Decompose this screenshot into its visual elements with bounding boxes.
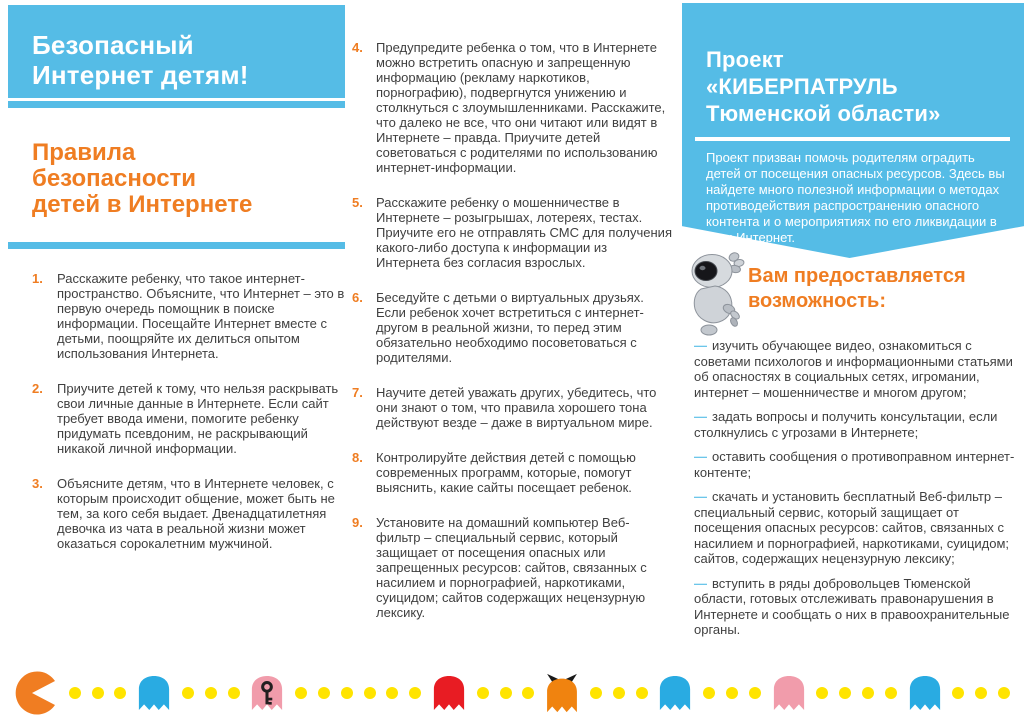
rule-text: Предупредите ребенка о том, что в Интернете можно встретить опасную и запрещенную информацию (рекламу наркотиков, порнографию), подвергнутся унижению и столкнуться с злоумышленниками. Расскажите, что далеко не все, что они читают или видят в Интернете – правда. Приучите детей советоваться с родителями по использованию интернет-информации. — [376, 40, 666, 175]
pellet-dot — [318, 687, 330, 699]
pellet-dot — [975, 687, 987, 699]
project-title — [706, 46, 1016, 127]
pellet-dot — [636, 687, 648, 699]
possibility-item — [694, 449, 1016, 480]
project-description: Проект призван помочь родителям оградить детей от посещения опасных ресурсов. Здесь вы найдете много полезной информации о методах противодействия распространению опасного контента и о мероприятиях по его ликвидации в сети Интернет. — [706, 150, 1005, 245]
rule-text: Научите детей уважать других, убедитесь, что они знают о том, что правила хорошего тона действуют везде – даже в виртуальном мире. — [376, 385, 657, 430]
pellet-dot — [885, 687, 897, 699]
bullet-dash: — — [694, 338, 707, 353]
pellet-dot — [205, 687, 217, 699]
ghost-icon — [908, 674, 942, 712]
pellet-dot — [364, 687, 376, 699]
rules-heading-line1: Правила — [32, 139, 136, 166]
right-column — [682, 0, 1024, 724]
rules-heading-line2: безопасности — [32, 165, 197, 192]
pellet-dot — [92, 687, 104, 699]
pellet-dot — [749, 687, 761, 699]
pellet-dot — [522, 687, 534, 699]
pellet-dot — [114, 687, 126, 699]
pellet-dot — [228, 687, 240, 699]
rule-number: 4. — [352, 40, 363, 55]
possibility-text: оставить сообщения о противоправном интернет-контенте; — [694, 449, 1015, 480]
possibility-text: задать вопросы и получить консультации, если столкнулись с угрозами в Интернете; — [694, 409, 998, 440]
ghost-devil-icon — [545, 673, 579, 714]
rule-text: Расскажите ребенку, что такое интернет-пространство. Объясните, что Интернет – это в первую очередь помощник в поиске информации. Посещайте Интернет вместе с детьми, поощряйте их делиться опытом использования Интернета. — [57, 271, 345, 361]
rule-item — [352, 290, 672, 365]
rule-item — [352, 385, 672, 430]
rule-item — [32, 381, 345, 456]
possibility-item — [694, 338, 1016, 400]
possibility-heading-line2: возможность: — [748, 290, 886, 312]
ghost-key-icon — [250, 674, 284, 712]
project-title-line2: «КИБЕРПАТРУЛЬ — [706, 74, 898, 99]
pellet-dot — [816, 687, 828, 699]
possibility-item — [694, 576, 1016, 638]
bullet-dash: — — [694, 489, 707, 504]
project-title-line3: Тюменской области» — [706, 101, 941, 126]
rule-text: Приучите детей к тому, что нельзя раскрывать свои личные данные в Интернете. Если сайт требует ввода имени, помогите ребенку придумать псевдоним, не раскрывающий никакой личной информации. — [57, 381, 339, 456]
possibility-item — [694, 409, 1016, 440]
rule-number: 8. — [352, 450, 363, 465]
footer-border — [14, 670, 1010, 716]
project-title-line1: Проект — [706, 47, 784, 72]
rule-item — [352, 40, 672, 175]
pellet-dot — [590, 687, 602, 699]
rule-number: 2. — [32, 381, 43, 396]
rule-item — [352, 450, 672, 495]
rule-text: Беседуйте с детьми о виртуальных друзьях. Если ребенок хочет встретиться с интернет-другом в реальной жизни, то перед этим обязательно необходимо посоветоваться с родителями. — [376, 290, 644, 365]
rules-heading-line3: детей в Интернете — [32, 191, 253, 218]
pellet-dot — [862, 687, 874, 699]
ghost-icon — [658, 674, 692, 712]
rule-item — [352, 515, 672, 620]
pellet-dot — [839, 687, 851, 699]
robot-icon — [685, 247, 747, 339]
pellet-dot — [477, 687, 489, 699]
rule-number: 5. — [352, 195, 363, 210]
possibility-item — [694, 489, 1016, 567]
possibility-list — [694, 338, 1016, 647]
possibility-text: изучить обучающее видео, ознакомиться с советами психологов и информационными статьями об опасностях в социальных сетях, игромании, интернет – мошенничестве и многом другом; — [694, 338, 1013, 400]
rule-item — [32, 271, 345, 361]
pellet-dot — [703, 687, 715, 699]
rule-item — [32, 476, 345, 551]
rule-number: 3. — [32, 476, 43, 491]
pellet-dot — [409, 687, 421, 699]
rule-text: Контролируйте действия детей с помощью современных программ, которые, помогут выяснить, какие сайты посещает ребенок. — [376, 450, 636, 495]
rule-number: 9. — [352, 515, 363, 530]
band-title-line2: Интернет детям! — [32, 60, 249, 90]
blue-divider-strip — [8, 101, 345, 108]
pellet-dot — [182, 687, 194, 699]
bullet-dash: — — [694, 449, 707, 464]
possibility-heading — [748, 264, 1020, 314]
rule-item — [352, 195, 672, 270]
rule-number: 6. — [352, 290, 363, 305]
pellet-dot — [500, 687, 512, 699]
pellet-dot — [726, 687, 738, 699]
possibility-heading-line1: Вам предоставляется — [748, 265, 966, 287]
rule-text: Объясните детям, что в Интернете человек, с которым происходит общение, может быть не тем, за кого себя выдает. Двенадцатилетняя девочка из чата в реальной жизни может оказаться сорокалетним мужчиной. — [57, 476, 335, 551]
bullet-dash: — — [694, 409, 707, 424]
ghost-icon — [772, 674, 806, 712]
ghost-icon — [432, 674, 466, 712]
header-band — [8, 5, 345, 98]
rule-text: Расскажите ребенку о мошенничестве в Интернете – розыгрышах, лотереях, тестах. Приучите его не отправлять СМС для получения какого-либо доступа к информации из Интернета без согласия взрослых. — [376, 195, 672, 270]
pellet-dot — [386, 687, 398, 699]
pellet-dot — [69, 687, 81, 699]
panel-separator-line — [695, 137, 1010, 141]
possibility-text: вступить в ряды добровольцев Тюменской области, готовых отслеживать правонарушения в Интернете и сообщать о них в правоохранительные органы. — [694, 575, 1010, 637]
pellet-dot — [341, 687, 353, 699]
pellet-dot — [998, 687, 1010, 699]
left-column — [8, 0, 345, 571]
rules-list-1-3 — [8, 271, 345, 551]
band-title-line1: Безопасный — [32, 30, 194, 60]
middle-column — [352, 40, 672, 640]
bullet-dash: — — [694, 575, 707, 591]
rules-heading — [32, 140, 345, 218]
rule-text: Установите на домашний компьютер Веб-фильтр – специальный сервис, который защищает от посещения опасных или запрещенных ресурсов: сайтов, связанных с насилием и порнографией, наркотиками, суицидом; сайтов содержащих нецензурную лексику. — [376, 515, 647, 620]
ghost-icon — [137, 674, 171, 712]
pellet-dot — [295, 687, 307, 699]
blue-divider-strip — [8, 242, 345, 249]
pellet-dot — [613, 687, 625, 699]
rule-number: 7. — [352, 385, 363, 400]
rule-number: 1. — [32, 271, 43, 286]
pellet-dot — [952, 687, 964, 699]
pacman-icon — [14, 671, 58, 715]
possibility-text: скачать и установить бесплатный Веб-фильтр – специальный сервис, который защищает от посещения опасных ресурсов: сайтов, связанных с насилием и порнографией, наркотиками, суицидом; сайтов, содержащих нецензурную лексику; — [694, 489, 1010, 566]
